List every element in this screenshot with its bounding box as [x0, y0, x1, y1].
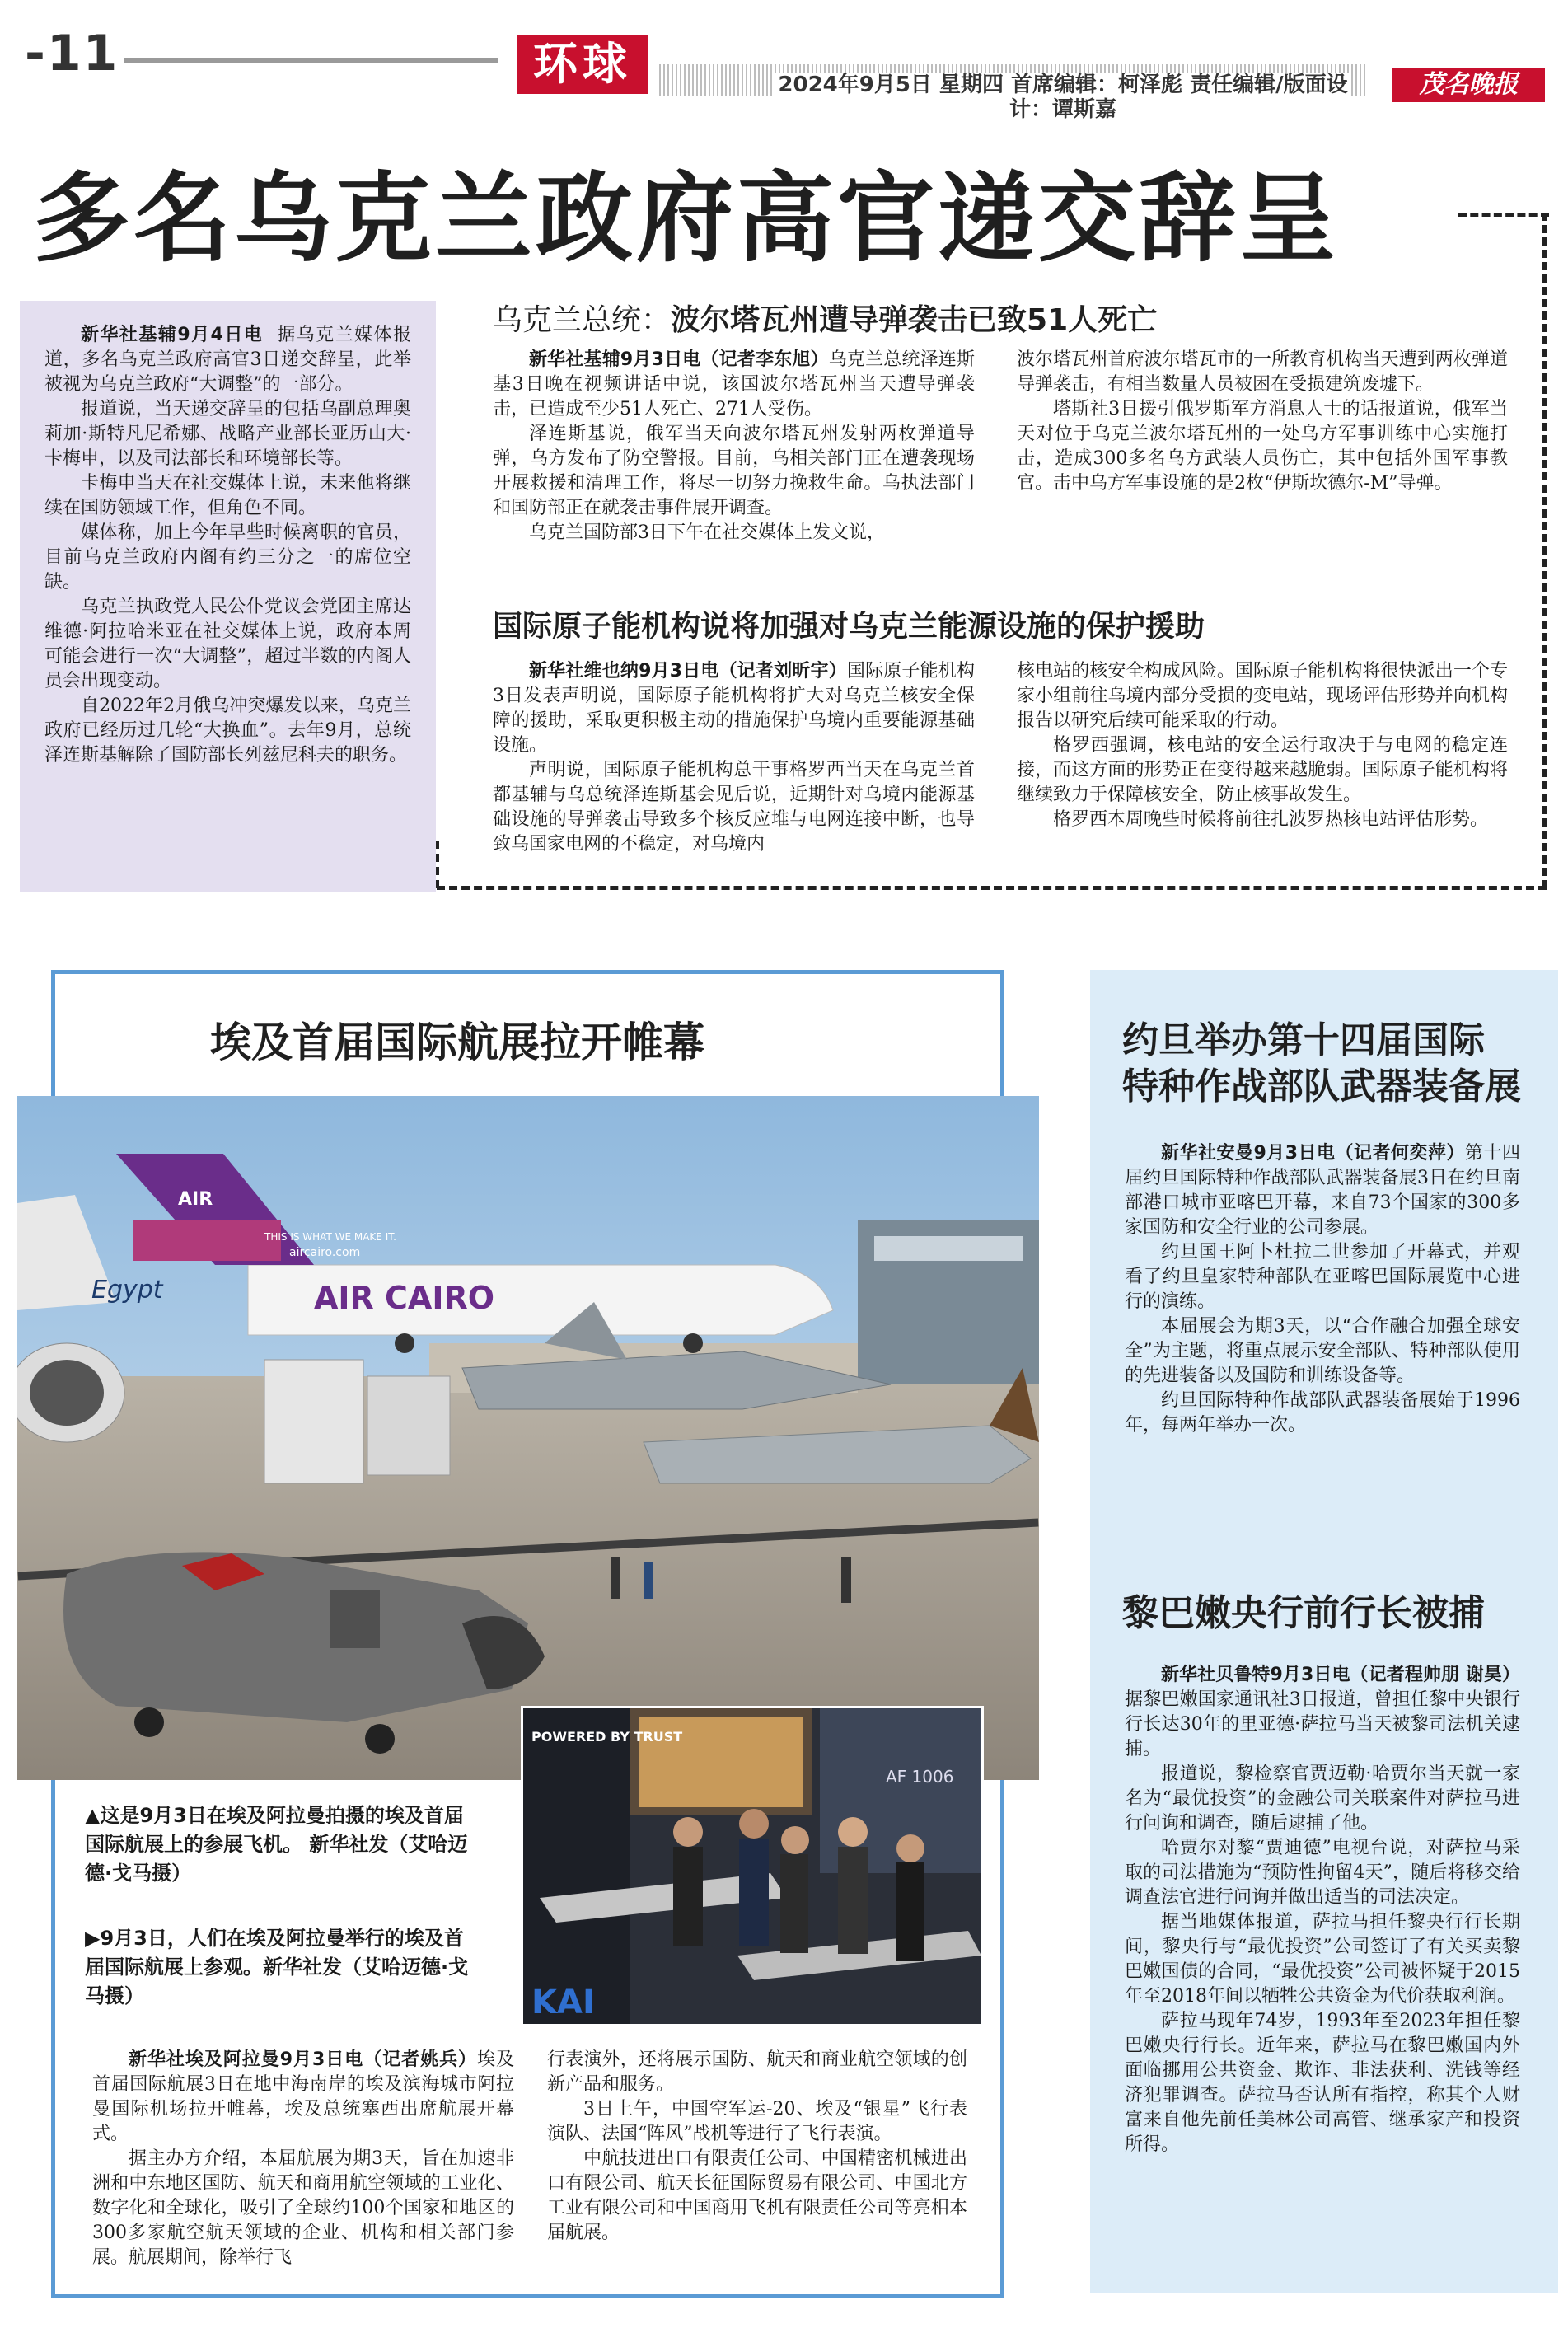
story-column — [493, 659, 975, 857]
paragraph: 塔斯社3日援引俄罗斯军方消息人士的话报道说，俄军当天对位于乌克兰波尔塔瓦州的一处乌方军事训练中心实施打击，造成300多名乌方武装人员伤亡，其中包括外国军事教官。击中乌方军事设施的是2枚“伊斯坎德尔-M”导弹。 — [1017, 399, 1508, 494]
paper-logo: 茂名晚报 — [1392, 68, 1545, 102]
livery-tagline: THIS IS WHAT WE MAKE IT. — [264, 1231, 396, 1243]
svg-text:AIR: AIR — [178, 1189, 213, 1210]
header-rule — [124, 58, 498, 63]
airshow-illustration — [17, 1096, 1039, 1780]
paragraph: 约旦国王阿卜杜拉二世参加了开幕式，并观看了约旦皇家特种部队在亚喀巴国际展览中心进行的演练。 — [1125, 1242, 1520, 1312]
story-lead: 新华社埃及阿拉曼9月3日电（记者姚兵） — [129, 2049, 478, 2070]
paragraph: 格罗西本周晚些时候将前往扎波罗热核电站评估形势。 — [1053, 809, 1489, 830]
paragraph: 中航技进出口有限责任公司、中国精密机械进出口有限公司、航天长征国际贸易有限公司、中国北方工业有限公司和中国商用飞机有限责任公司等亮相本届航展。 — [547, 2148, 967, 2243]
story-column — [1125, 1141, 1520, 1438]
story-title — [493, 297, 1157, 339]
paragraph: 据主办方介绍，本届航展为期3天，旨在加速非洲和中东地区国防、航天和商用航空领域的工业化、数字化和全球化，吸引了全球约100个国家和地区的300多家航空航天领域的企业、机构和相关部门参展。航展期间，除举行飞 — [92, 2148, 514, 2268]
paragraph: 埃及首届国际航展3日在地中海南岸的埃及滨海城市阿拉曼国际机场拉开帷幕，埃及总统塞西出席航展开幕式。 — [92, 2049, 514, 2144]
story-title: 黎巴嫩央行前行长被捕 — [1122, 1592, 1485, 1634]
dashed-border — [437, 886, 1547, 890]
booth-sign: KAI — [531, 1984, 595, 2021]
title-line: 特种作战部队武器装备展 — [1122, 1066, 1521, 1108]
story-column — [1017, 348, 1508, 496]
title-prefix: 乌克兰总统： — [493, 303, 672, 337]
story-column — [493, 348, 975, 546]
livery-egypt: Egypt — [91, 1276, 163, 1305]
visitors-illustration — [523, 1708, 981, 2024]
paragraph: 据黎巴嫩国家通讯社3日报道，曾担任黎中央银行行长达30年的里亚德·萨拉马当天被黎司法机关逮捕。 — [1125, 1689, 1520, 1759]
paragraph: 报道说，当天递交辞呈的包括乌副总理奥莉加·斯特凡尼希娜、战略产业部长亚历山大·卡梅申，以及司法部长和环境部长等。 — [44, 399, 411, 469]
story-lead: 新华社安曼9月3日电（记者何奕萍） — [1161, 1143, 1465, 1164]
story-lead: 新华社基辅9月4日电 — [81, 325, 264, 345]
paragraph: 乌克兰国防部3日下午在社交媒体上发文说， — [529, 522, 885, 543]
paragraph: 本届展会为期3天，以“合作融合加强全球安全”为主题，将重点展示安全部队、特种部队使用的先进装备以及国防和训练设备等。 — [1125, 1316, 1520, 1386]
story-lead: 新华社基辅9月3日电（记者李东旭） — [529, 349, 829, 370]
paragraph: 哈贾尔对黎“贾迪德”电视台说，对萨拉马采取的司法措施为“预防性拘留4天”，随后将移交给调查法官进行问询并做出适当的司法决定。 — [1125, 1838, 1520, 1908]
photo-caption: ▲这是9月3日在埃及阿拉曼拍摄的埃及首届国际航展上的参展飞机。 新华社发（艾哈迈德·戈马摄） — [85, 1804, 468, 1885]
story-column — [1017, 659, 1508, 832]
story-column — [1125, 1663, 1520, 2157]
paragraph: 卡梅申当天在社交媒体上说，未来他将继续在国防领域工作，但角色不同。 — [44, 473, 411, 518]
story-title — [1122, 1018, 1542, 1110]
paragraph: 波尔塔瓦州首府波尔塔瓦市的一所教育机构当天遭到两枚弹道导弹袭击，有相当数量人员被困在受损建筑废墟下。 — [1017, 349, 1508, 395]
paragraph: 乌克兰总统泽连斯基3日晚在视频讲话中说，该国波尔塔瓦州当天遭导弹袭击，已造成至少51人死亡、271人受伤。 — [493, 349, 975, 419]
airshow-visitors-photo — [521, 1706, 984, 2026]
story-lead: 新华社贝鲁特9月3日电（记者程帅朋 谢昊） — [1161, 1665, 1520, 1685]
paragraph: 自2022年2月俄乌冲突爆发以来，乌克兰政府已经历过几轮“大换血”。去年9月，总统泽连斯基解除了国防部长列兹尼科夫的职务。 — [44, 696, 411, 766]
booth-banner: POWERED BY TRUST — [531, 1729, 683, 1745]
sidebar-story — [44, 323, 411, 768]
story-lead: 新华社维也纳9月3日电（记者刘昕宇） — [529, 661, 847, 682]
story-title: 国际原子能机构说将加强对乌克兰能源设施的保护援助 — [493, 610, 1205, 644]
paragraph: 据当地媒体报道，萨拉马担任黎央行行长期间，黎央行与“最优投资”公司签订了有关买卖黎巴嫩国债的合同，“最优投资”公司被怀疑于2015年至2018年间以牺牲公共资金为代价获取利润。 — [1125, 1912, 1520, 2007]
airline-livery: AIR CAIRO — [314, 1280, 495, 1316]
livery-site: aircairo.com — [289, 1246, 361, 1259]
paragraph: 媒体称，加上今年早些时候离职的官员，目前乌克兰政府内阁有约三分之一的席位空缺。 — [44, 522, 411, 593]
paragraph: 约旦国际特种作战部队武器装备展始于1996年，每两年举办一次。 — [1125, 1390, 1520, 1436]
section-tag: 环球 — [517, 35, 648, 94]
paragraph: 萨拉马现年74岁，1993年至2023年担任黎巴嫩央行行长。近年来，萨拉马在黎巴嫩国内外面临挪用公共资金、欺诈、非法获利、洗钱等经济犯罪调查。萨拉马否认所有指控，称其个人财富来自他先前任美林公司高管、继承家产和投资所得。 — [1125, 2011, 1520, 2155]
paragraph: 行表演外，还将展示国防、航天和商业航空领域的创新产品和服务。 — [547, 2049, 967, 2095]
story-column — [92, 2048, 514, 2270]
title-main: 波尔塔瓦州遭导弹袭击已致51人死亡 — [671, 303, 1158, 337]
page-number: -11 — [25, 25, 119, 82]
title-line: 约旦举办第十四届国际 — [1122, 1019, 1485, 1061]
paragraph: 据乌克兰媒体报道，多名乌克兰政府高官3日递交辞呈，此举被视为乌克兰政府“大调整”的一部分。 — [44, 325, 411, 395]
dashed-border — [1458, 213, 1549, 217]
dashed-border — [1542, 213, 1547, 888]
tail-number: AF 1006 — [886, 1767, 954, 1787]
paragraph: 乌克兰执政党人民公仆党议会党团主席达维德·阿拉哈米亚在社交媒体上说，政府本周可能会进行一次“大调整”，超过半数的内阁人员会出现变动。 — [44, 597, 411, 691]
dateline: 2024年9月5日 星期四 首席编辑：柯泽彪 责任编辑/版面设计：谭斯嘉 — [775, 73, 1351, 97]
paragraph: 报道说，黎检察官贾迈勒·哈贾尔当天就一家名为“最优投资”的金融公司关联案件对萨拉马进行问询和调查，随后逮捕了他。 — [1125, 1764, 1520, 1834]
paragraph: 核电站的核安全构成风险。国际原子能机构将很快派出一个专家小组前往乌境内部分受损的变电站，现场评估形势并向机构报告以研究后续可能采取的行动。 — [1017, 661, 1508, 731]
paragraph: 第十四届约旦国际特种作战部队武器装备展3日在约旦南部港口城市亚喀巴开幕，来自73个国家的300多家国防和安全行业的公司参展。 — [1125, 1143, 1520, 1238]
story-column — [547, 2048, 967, 2246]
paragraph: 国际原子能机构3日发表声明说，国际原子能机构将扩大对乌克兰核安全保障的援助，采取更积极主动的措施保护乌境内重要能源基础设施。 — [493, 661, 975, 756]
paragraph: 泽连斯基说，俄军当天向波尔塔瓦州发射两枚弹道导弹，乌方发布了防空警报。目前，乌相关部门正在遭袭现场开展救援和清理工作，将尽一切努力挽救生命。乌执法部门和国防部正在就袭击事件展开调查。 — [493, 424, 975, 518]
paragraph: 格罗西强调，核电站的安全运行取决于与电网的稳定连接，而这方面的形势正在变得越来越脆弱。国际原子能机构将继续致力于保障核安全，防止核事故发生。 — [1017, 735, 1508, 805]
photo-caption: ▶9月3日，人们在埃及阿拉曼举行的埃及首届国际航展上参观。新华社发（艾哈迈德·戈马摄） — [85, 1927, 469, 2007]
airshow-photo — [17, 1096, 1039, 1780]
main-headline: 多名乌克兰政府高官递交辞呈 — [33, 162, 1341, 275]
paragraph: 声明说，国际原子能机构总干事格罗西当天在乌克兰首都基辅与乌总统泽连斯基会见后说，近期针对乌境内能源基础设施的导弹袭击导致多个核反应堆与电网连接中断，也导致乌国家电网的不稳定，对乌境内 — [493, 760, 975, 855]
story-title: 埃及首届国际航展拉开帷幕 — [210, 1019, 704, 1066]
paragraph: 3日上午，中国空军运-20、埃及“银星”飞行表演队、法国“阵风”战机等进行了飞行表演。 — [547, 2099, 967, 2144]
